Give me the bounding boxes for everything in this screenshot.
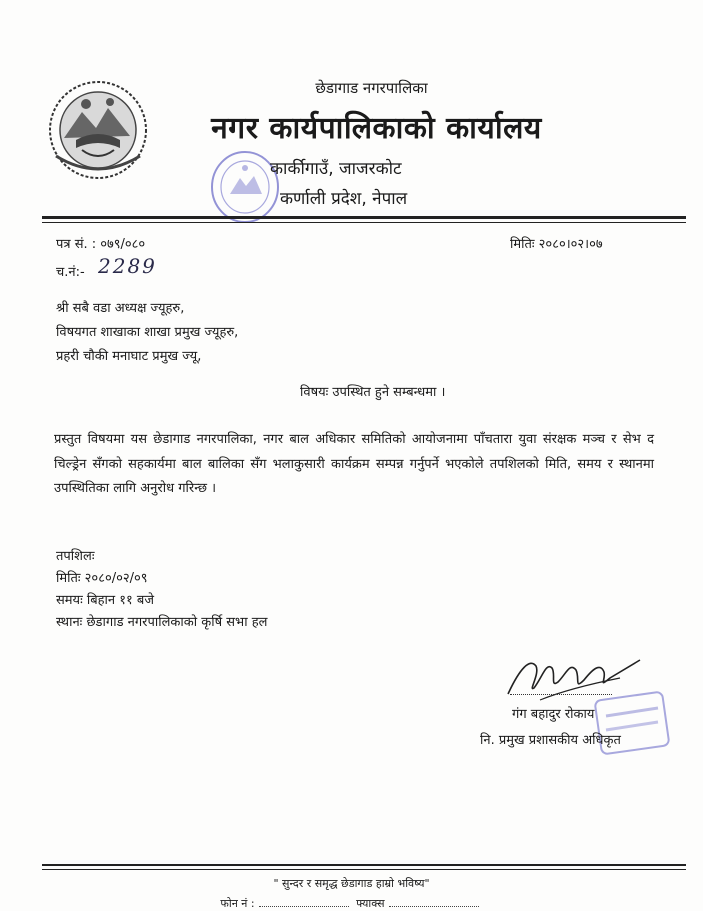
signature-line (510, 694, 612, 695)
signatory-title: नि. प्रमुख प्रशासकीय अधिकृत (480, 733, 621, 748)
reference-number: पत्र सं. : ०७९/०८० (56, 237, 146, 252)
details-date: मितिः २०८०/०२/०९ (56, 571, 148, 586)
municipality-name: छेडागाड नगरपालिका (315, 79, 428, 97)
recipient-line: श्री सबै वडा अध्यक्ष ज्यूहरु, (56, 301, 185, 316)
address-line-2: कर्णाली प्रदेश, नेपाल (280, 189, 408, 209)
footer-divider (42, 864, 686, 866)
details-time: समयः बिहान ११ बजे (56, 593, 154, 608)
phone-blank (259, 898, 349, 907)
letter-body: प्रस्तुत विषयमा यस छेडागाड नगरपालिका, नगर बाल अधिकार समितिको आयोजनामा पाँचतारा युवा संरक्षक मञ्च र सेभ द चिल्ड्रेन सँगको सहकार्यमा बाल बालिका सँग भलाकुसारी कार्यक्रम सम्पन्न गर्नुपर्ने भएकोले तपशिलको मिति, समय र स्थानमा उपस्थितिका लागि अनुरोध गरिन्छ । (54, 432, 654, 496)
letter-date: मितिः २०८०।०२।०७ (510, 237, 603, 252)
footer-motto: " सुन्दर र समृद्ध छेडागाड हाम्रो भविष्य" (273, 877, 430, 890)
header-divider-thin (42, 222, 686, 223)
footer-contact (0, 896, 703, 911)
signatory-name: गंग बहादुर रोकाय (512, 707, 595, 722)
dispatch-label: च.नं:- (56, 265, 85, 280)
header-divider (42, 216, 686, 219)
subject-line: विषयः उपस्थित हुने सम्बन्धमा । (300, 385, 446, 400)
recipient-line: प्रहरी चौकी मनाघाट प्रमुख ज्यू, (56, 349, 202, 364)
fax-blank (389, 898, 479, 907)
office-title: नगर कार्यपालिकाको कार्यालय (211, 111, 542, 146)
dispatch-number: 2289 (98, 254, 157, 278)
phone-label: फोन नं : (220, 897, 255, 910)
address-line-1: कार्कीगाउँ, जाजरकोट (270, 159, 402, 179)
fax-label: फ्याक्स (356, 897, 385, 910)
recipient-line: विषयगत शाखाका शाखा प्रमुख ज्यूहरु, (56, 325, 239, 340)
footer-divider-thin (42, 869, 686, 870)
details-heading: तपशिलः (56, 549, 95, 564)
details-place: स्थानः छेडागाड नगरपालिकाको कृर्षि सभा हल (56, 615, 268, 630)
